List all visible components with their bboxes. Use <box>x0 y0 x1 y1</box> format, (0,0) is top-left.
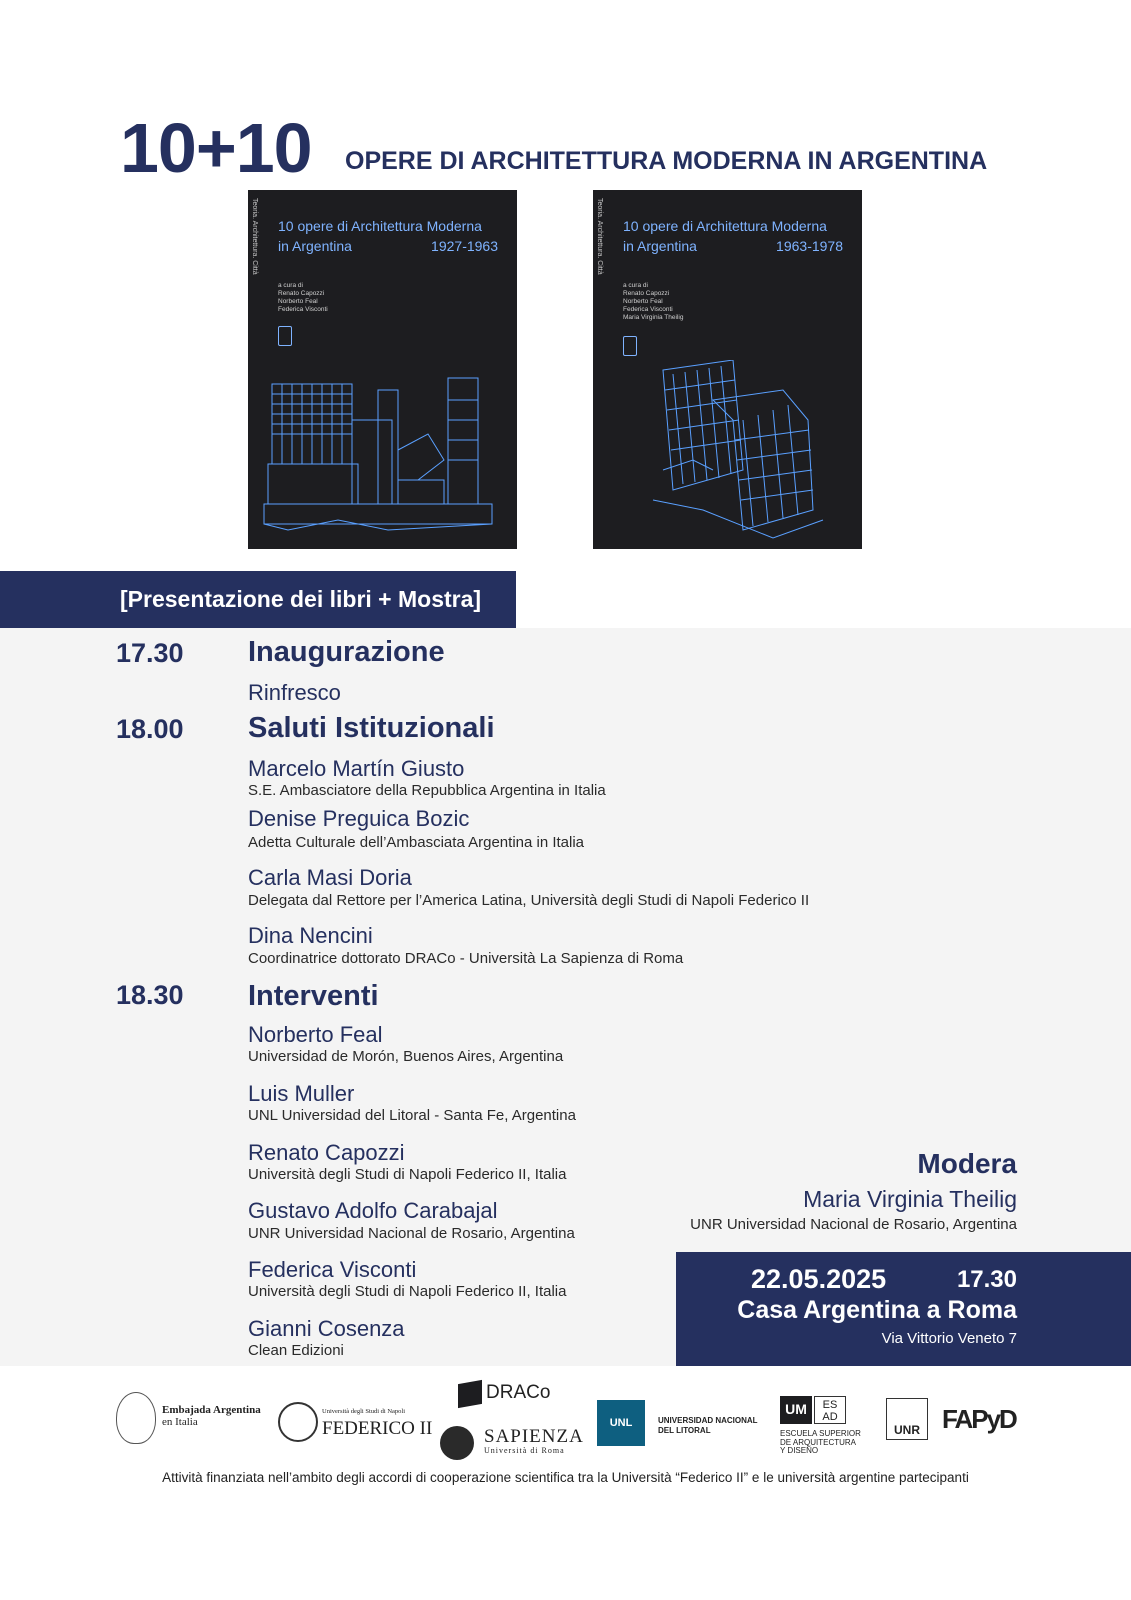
time-inaugurazione: 17.30 <box>116 638 184 668</box>
event-address: Via Vittorio Veneto 7 <box>881 1330 1017 1347</box>
curator-name: Renato Capozzi <box>278 290 325 297</box>
speaker-role: UNL Universidad del Litoral - Santa Fe, Argentina <box>248 1107 576 1124</box>
publisher-logo-icon <box>623 336 637 356</box>
speaker-role: Università degli Studi di Napoli Federico II, Italia <box>248 1166 567 1183</box>
speaker-name: Gustavo Adolfo Carabajal <box>248 1198 498 1223</box>
unl-line1: UNIVERSIDAD NACIONAL <box>658 1416 758 1425</box>
book-title <box>623 216 843 256</box>
heading-saluti: Saluti Istituzionali <box>248 712 495 744</box>
speaker-name: Marcelo Martín Giusto <box>248 756 465 781</box>
speaker-role: Clean Edizioni <box>248 1342 344 1359</box>
embajada-logo-text <box>162 1404 261 1428</box>
embajada-line1: Embajada Argentina <box>162 1404 261 1416</box>
tower-drawing-icon <box>593 360 862 549</box>
speaker-name: Dina Nencini <box>248 923 373 948</box>
esad-logo-text <box>780 1430 861 1456</box>
sapienza-sub: Università di Roma <box>484 1446 565 1455</box>
heading-interventi: Interventi <box>248 980 379 1012</box>
speaker-name: Renato Capozzi <box>248 1140 405 1165</box>
sub-rinfresco: Rinfresco <box>248 680 341 705</box>
esad-line1: ESCUELA SUPERIOR <box>780 1429 861 1438</box>
book-cover-1 <box>248 190 517 549</box>
poster-header <box>120 100 1020 190</box>
curator-name: Maria Virginia Theilig <box>623 314 684 321</box>
esad-1: ES <box>822 1399 838 1411</box>
curator-name: Federica Visconti <box>278 306 328 313</box>
curator-name: Norberto Feal <box>278 298 318 305</box>
modera-name: Maria Virginia Theilig <box>803 1186 1017 1212</box>
curator-name: Renato Capozzi <box>623 290 670 297</box>
curator-name: Norberto Feal <box>623 298 663 305</box>
speaker-role: Università degli Studi di Napoli Federico II, Italia <box>248 1283 567 1300</box>
unl-badge-icon: UNL <box>597 1400 645 1446</box>
book-cover-2 <box>593 190 862 549</box>
speaker-role: Delegata dal Rettore per l’America Latina, Università degli Studi di Napoli Federico II <box>248 892 810 909</box>
title-subtitle: OPERE DI ARCHITETTURA MODERNA IN ARGENTINA <box>345 147 988 175</box>
draco-cube-icon <box>458 1380 482 1408</box>
speaker-role: Adetta Culturale dell’Ambasciata Argentina in Italia <box>248 834 585 851</box>
speaker-role: S.E. Ambasciatore della Repubblica Argentina in Italia <box>248 782 606 799</box>
footer-note: Attività finanziata nell’ambito degli accordi di cooperazione scientifica tra la Università “Federico II” e le università argentine partecipanti <box>162 1470 969 1485</box>
curator-intro: a cura di <box>278 282 303 289</box>
fapyd-logo: FAPyD <box>942 1404 1016 1434</box>
section-label-bar <box>0 571 516 628</box>
federico-small-text: Università degli Studi di Napoli <box>322 1408 406 1415</box>
book-title <box>278 216 498 256</box>
esad-line3: Y DISEÑO <box>780 1446 819 1455</box>
book-years: 1927-1963 <box>431 238 498 254</box>
event-time: 17.30 <box>956 1266 1017 1293</box>
esad-line2: DE ARQUITECTURA <box>780 1437 857 1447</box>
time-saluti: 18.00 <box>116 714 184 744</box>
modera-label: Modera <box>917 1148 1017 1179</box>
building-drawing-icon <box>248 360 517 549</box>
speaker-name: Carla Masi Doria <box>248 865 412 890</box>
section-label: [Presentazione dei libri + Mostra] <box>120 586 482 612</box>
embajada-crest-icon <box>116 1392 156 1444</box>
event-venue: Casa Argentina a Roma <box>737 1296 1017 1324</box>
book-title-line1: 10 opere di Architettura Moderna <box>278 218 482 234</box>
sapienza-seal-icon <box>440 1426 474 1460</box>
federico-big-text: FEDERICO II <box>322 1418 433 1439</box>
heading-inaugurazione: Inaugurazione <box>248 636 445 668</box>
book-title-line2: in Argentina <box>623 238 697 254</box>
um-badge-icon: UM <box>780 1396 812 1424</box>
modera-role: UNR Universidad Nacional de Rosario, Argentina <box>690 1216 1017 1233</box>
federico-seal-icon <box>278 1402 318 1442</box>
federico-logo-text <box>322 1406 432 1440</box>
book-spine-text: Teoria. Architettura. Città <box>596 198 603 275</box>
event-info-box <box>676 1252 1131 1366</box>
draco-logo-text: DRACo <box>486 1382 551 1403</box>
event-date: 22.05.2025 <box>751 1264 887 1294</box>
book-spine-text: Teoria. Architettura. Città <box>251 198 258 275</box>
publisher-logo-icon <box>278 326 292 346</box>
title-number: 10+10 <box>120 109 312 187</box>
speaker-name: Gianni Cosenza <box>248 1316 405 1341</box>
book-years: 1963-1978 <box>776 238 843 254</box>
sponsor-logos <box>0 1370 1131 1470</box>
unl-logo-text <box>658 1416 758 1436</box>
speaker-name: Denise Preguica Bozic <box>248 806 470 831</box>
book-curators <box>623 282 683 322</box>
sapienza-logo-text <box>484 1428 584 1456</box>
curator-name: Federica Visconti <box>623 306 673 313</box>
book-title-line2: in Argentina <box>278 238 352 254</box>
curator-intro: a cura di <box>623 282 648 289</box>
embajada-line2: en Italia <box>162 1416 198 1428</box>
esad-2: AD <box>822 1411 838 1423</box>
sapienza-word: SAPIENZA <box>484 1426 584 1447</box>
speaker-role: UNR Universidad Nacional de Rosario, Argentina <box>248 1225 575 1242</box>
esad-badge-icon <box>814 1396 846 1424</box>
speaker-role: Coordinatrice dottorato DRACo - Università La Sapienza di Roma <box>248 950 684 967</box>
book-curators <box>278 282 328 314</box>
speaker-name: Luis Muller <box>248 1081 355 1106</box>
unl-line2: DEL LITORAL <box>658 1426 711 1435</box>
speaker-role: Universidad de Morón, Buenos Aires, Argentina <box>248 1048 564 1065</box>
time-interventi: 18.30 <box>116 980 184 1010</box>
unr-logo: UNR <box>886 1398 928 1440</box>
speaker-name: Norberto Feal <box>248 1022 383 1047</box>
book-title-line1: 10 opere di Architettura Moderna <box>623 218 827 234</box>
speaker-name: Federica Visconti <box>248 1257 417 1282</box>
